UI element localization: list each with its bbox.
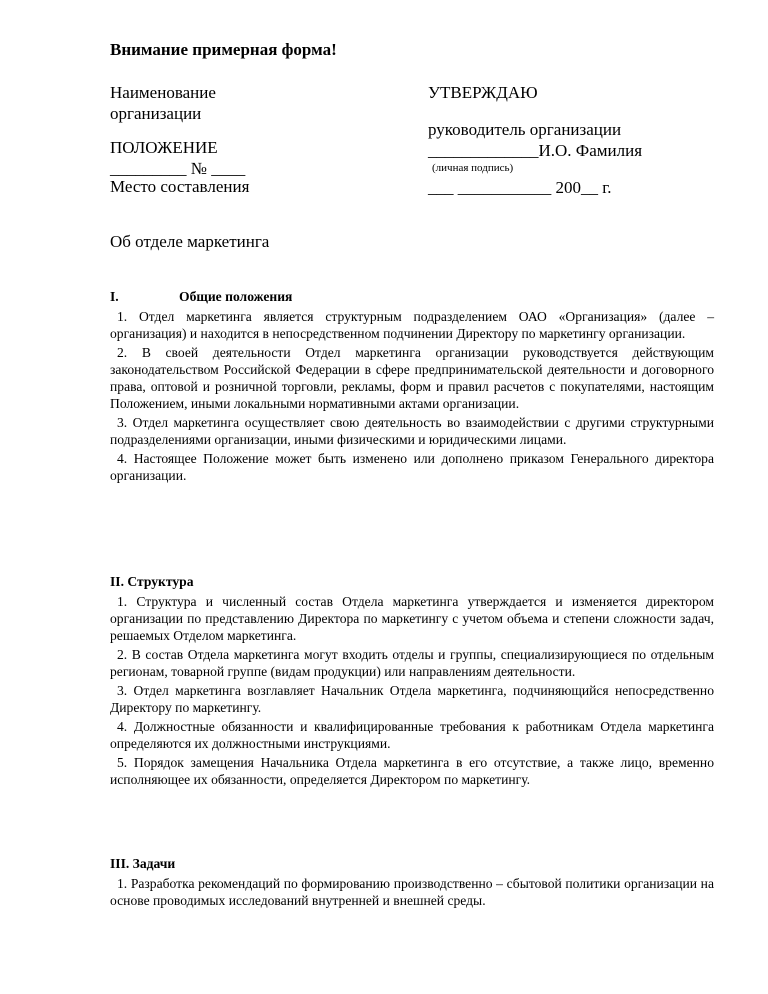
section-structure — [110, 573, 714, 790]
clause: 3. Отдел маркетинга возглавляет Начальник Отдела маркетинга, подчиняющийся непосредственно Директору по маркетингу. — [110, 683, 714, 715]
section-heading — [110, 288, 714, 305]
signature-line: _____________И.О. Фамилия — [428, 141, 643, 160]
clause: 2. В состав Отдела маркетинга могут входить отделы и группы, специализирующиеся по отдельным регионам, товарной группе (видам продукции) или направлениям деятельности. — [110, 647, 714, 679]
org-name-line2: организации — [110, 104, 202, 123]
approver-title: руководитель организации — [428, 120, 622, 139]
section-tasks — [110, 855, 714, 911]
section-general — [110, 288, 714, 486]
document-number-line: _________ № ____ — [110, 159, 246, 178]
approval-date-line: ___ ___________ 200__ г. — [428, 178, 612, 197]
place-of-issue: Место составления — [110, 177, 250, 196]
section-heading: III. Задачи — [110, 856, 176, 871]
org-name-line1: Наименование — [110, 83, 216, 102]
section-title: Общие положения — [179, 289, 293, 304]
document-type: ПОЛОЖЕНИЕ — [110, 138, 218, 157]
clause: 4. Настоящее Положение может быть изменено или дополнено приказом Генерального директора организации. — [110, 451, 714, 483]
clause: 1. Отдел маркетинга является структурным подразделением ОАО «Организация» (далее – организация) и находится в непосредственном подчинении Директору по маркетингу организации. — [110, 309, 714, 341]
warning-note: Внимание примерная форма! — [110, 40, 337, 59]
clause: 4. Должностные обязанности и квалифицированные требования к работникам Отдела маркетинга определяются их должностными инструкциями. — [110, 719, 714, 751]
section-heading: II. Структура — [110, 574, 194, 589]
clause: 3. Отдел маркетинга осуществляет свою деятельность во взаимодействии с другими структурными подразделениями организации, иными физическими и юридическими лицами. — [110, 415, 714, 447]
document-subject: Об отделе маркетинга — [110, 232, 270, 251]
clause: 5. Порядок замещения Начальника Отдела маркетинга в его отсутствие, а также лицо, временно исполняющее их обязанности, определяется Директором по маркетингу. — [110, 755, 714, 787]
signature-caption: (личная подпись) — [432, 162, 514, 174]
clause: 2. В своей деятельности Отдел маркетинга организации руководствуется действующим законодательством Российской Федерации в сфере предпринимательской деятельности и договорного права, оптовой и розничной торговли, рекламы, форм и правил расчетов с покупателями, настоящим Положением, иными локальными нормативными актами организации. — [110, 345, 714, 411]
clause: 1. Разработка рекомендаций по формированию производственно – сбытовой политики организации на основе проводимых исследований внутренней и внешней среды. — [110, 876, 714, 908]
approval-heading: УТВЕРЖДАЮ — [428, 83, 538, 102]
clause: 1. Структура и численный состав Отдела маркетинга утверждается и изменяется директором организации по представлению Директора по маркетингу с учетом объема и степени сложности задач, решаемых Отделом маркетинга. — [110, 594, 714, 643]
section-number: I. — [110, 289, 119, 304]
